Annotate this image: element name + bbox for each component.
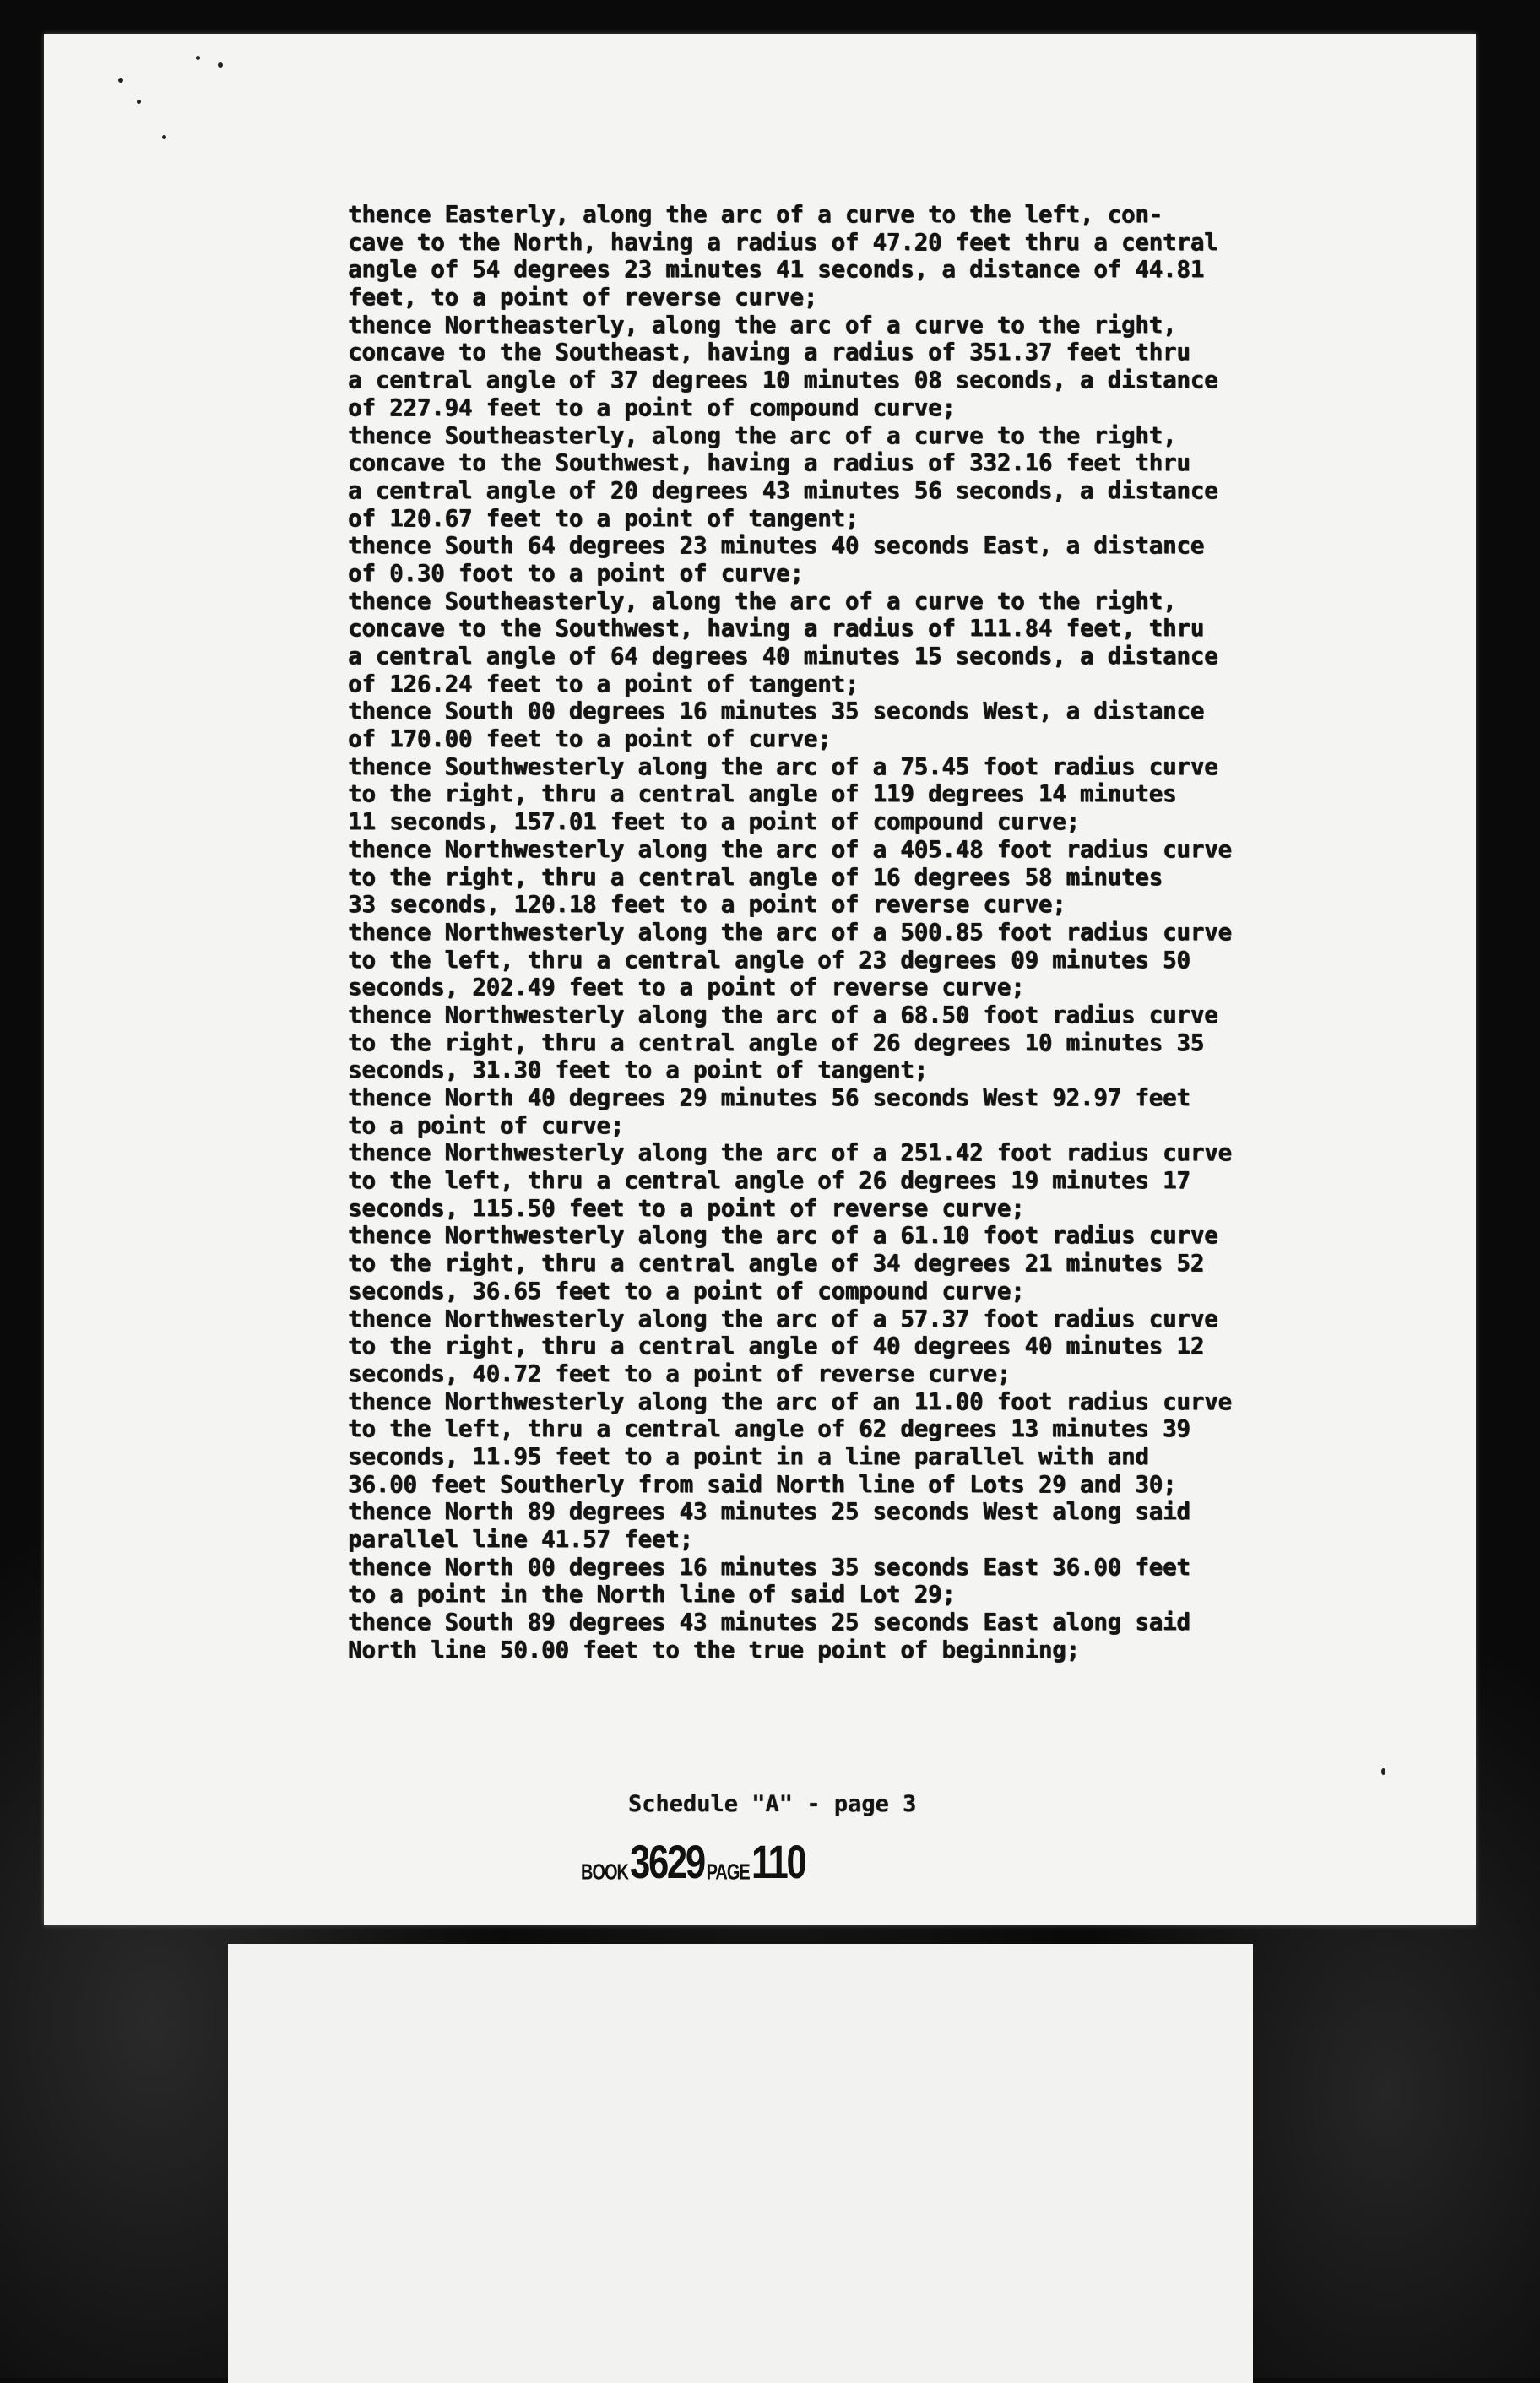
text-line: thence North 00 degrees 16 minutes 35 seconds East 36.00 feet (348, 1553, 1190, 1581)
text-line: concave to the Southwest, having a radius of 111.84 feet, thru (348, 615, 1205, 643)
scan-speck (1381, 1768, 1385, 1775)
text-line: seconds, 115.50 feet to a point of reverse curve; (348, 1194, 1025, 1222)
text-line: to the right, thru a central angle of 40 degrees 40 minutes 12 (348, 1333, 1205, 1360)
text-line: thence Northwesterly along the arc of an 11.00 foot radius curve (348, 1387, 1232, 1415)
text-line: feet, to a point of reverse curve; (348, 284, 818, 312)
text-line: to the left, thru a central angle of 23 degrees 09 minutes 50 (348, 946, 1190, 974)
text-line: a central angle of 37 degrees 10 minutes 08 seconds, a distance (348, 366, 1218, 394)
text-line: 33 seconds, 120.18 feet to a point of reverse curve; (348, 891, 1066, 919)
text-line: thence South 64 degrees 23 minutes 40 seconds East, a distance (348, 532, 1205, 560)
text-line: thence Northwesterly along the arc of a 500.85 foot radius curve (348, 918, 1232, 946)
text-line: concave to the Southwest, having a radius of 332.16 feet thru (348, 449, 1190, 477)
legal-description-text (348, 201, 1462, 1664)
text-line: thence Easterly, along the arc of a curve to the left, con- (348, 201, 1163, 228)
text-line: of 120.67 feet to a point of tangent; (348, 504, 859, 532)
book-label: BOOK (581, 1860, 628, 1886)
book-number: 3629 (630, 1835, 704, 1888)
scan-speck (118, 78, 123, 83)
text-line: to the right, thru a central angle of 119 degrees 14 minutes (348, 780, 1177, 808)
text-line: seconds, 202.49 feet to a point of reverse curve; (348, 974, 1025, 1002)
text-line: concave to the Southeast, having a radius of 351.37 feet thru (348, 339, 1190, 366)
text-line: North line 50.00 feet to the true point of beginning; (348, 1636, 1080, 1664)
text-line: thence North 40 degrees 29 minutes 56 seconds West 92.97 feet (348, 1084, 1190, 1111)
text-line: thence Southeasterly, along the arc of a curve to the right, (348, 421, 1177, 449)
text-line: of 170.00 feet to a point of curve; (348, 725, 832, 753)
scan-speck (162, 135, 166, 139)
text-line: to the right, thru a central angle of 34 degrees 21 minutes 52 (348, 1250, 1205, 1278)
scan-speck (137, 100, 141, 104)
text-line: to the right, thru a central angle of 16 degrees 58 minutes (348, 863, 1163, 891)
page-number: 110 (751, 1835, 805, 1888)
text-line: thence Northwesterly along the arc of a 251.42 foot radius curve (348, 1139, 1232, 1167)
text-line: thence Southeasterly, along the arc of a curve to the right, (348, 587, 1177, 615)
text-line: of 126.24 feet to a point of tangent; (348, 670, 859, 698)
book-page-stamp (581, 1834, 820, 1888)
scan-speck (218, 62, 223, 68)
text-line: angle of 54 degrees 23 minutes 41 seconds, a distance of 44.81 (348, 256, 1205, 284)
text-line: thence Northwesterly along the arc of a 405.48 foot radius curve (348, 835, 1232, 863)
text-line: thence Northwesterly along the arc of a 57.37 foot radius curve (348, 1305, 1218, 1333)
text-line: parallel line 41.57 feet; (348, 1526, 693, 1553)
text-line: thence Northeasterly, along the arc of a curve to the right, (348, 311, 1177, 339)
text-line: cave to the North, having a radius of 47.20 feet thru a central (348, 228, 1218, 256)
text-line: thence Northwesterly along the arc of a 68.50 foot radius curve (348, 1001, 1218, 1029)
text-line: seconds, 40.72 feet to a point of reverse curve; (348, 1360, 1011, 1387)
text-line: of 0.30 foot to a point of curve; (348, 559, 804, 587)
scan-speck (196, 56, 200, 60)
text-line: thence South 00 degrees 16 minutes 35 seconds West, a distance (348, 698, 1205, 725)
text-line: seconds, 36.65 feet to a point of compound curve; (348, 1277, 1025, 1305)
text-line: to a point of curve; (348, 1111, 625, 1139)
underlying-page (228, 1944, 1253, 2383)
text-line: 36.00 feet Southerly from said North line of Lots 29 and 30; (348, 1470, 1177, 1498)
text-line: thence Northwesterly along the arc of a 61.10 foot radius curve (348, 1222, 1218, 1250)
text-line: to a point in the North line of said Lot 29; (348, 1581, 956, 1609)
schedule-page-label: Schedule "A" - page 3 (628, 1791, 917, 1817)
text-line: a central angle of 64 degrees 40 minutes 15 seconds, a distance (348, 643, 1218, 670)
text-line: thence North 89 degrees 43 minutes 25 seconds West along said (348, 1498, 1190, 1526)
text-line: of 227.94 feet to a point of compound curve; (348, 394, 956, 421)
text-line: thence Southwesterly along the arc of a 75.45 foot radius curve (348, 752, 1218, 780)
text-line: seconds, 11.95 feet to a point in a line parallel with and (348, 1442, 1149, 1470)
text-line: to the left, thru a central angle of 62 degrees 13 minutes 39 (348, 1415, 1190, 1443)
text-line: a central angle of 20 degrees 43 minutes 56 seconds, a distance (348, 476, 1218, 504)
text-line: thence South 89 degrees 43 minutes 25 seconds East along said (348, 1609, 1190, 1637)
page-label: PAGE (706, 1860, 750, 1886)
text-line: 11 seconds, 157.01 feet to a point of compound curve; (348, 808, 1080, 836)
text-line: to the right, thru a central angle of 26 degrees 10 minutes 35 (348, 1029, 1205, 1056)
text-line: to the left, thru a central angle of 26 degrees 19 minutes 17 (348, 1167, 1190, 1195)
text-line: seconds, 31.30 feet to a point of tangent; (348, 1056, 928, 1084)
